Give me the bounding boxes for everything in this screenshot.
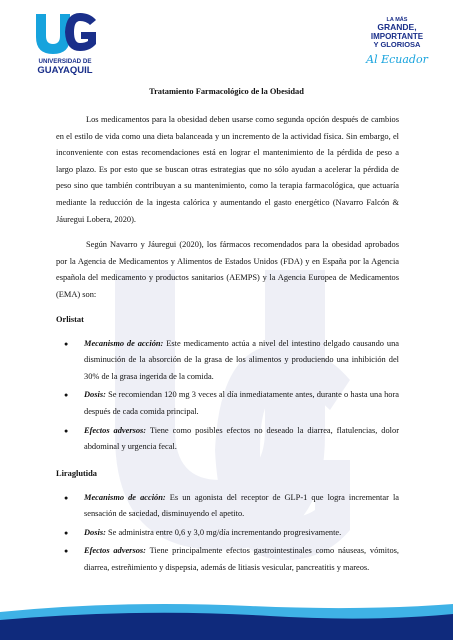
paragraph-approved-drugs: Según Navarro y Jáuregui (2020), los fármacos recomendados para la obesidad aprobados por la Agencia de Medicamentos y Alimentos de Estados Unidos (FDA) y en España por la Agencia española del medicamento y productos sanitarios (AEMPS) y la Agencia Europea de Medicamentos (EMA) son: [56, 240, 399, 299]
document-body [56, 112, 399, 589]
section-heading-liraglutida: Liraglutida [56, 468, 97, 478]
document-title: Tratamiento Farmacológico de la Obesidad [149, 87, 304, 96]
university-name-line1: UNIVERSIDAD DE [38, 58, 92, 65]
liraglutida-list [56, 490, 399, 577]
list-item [56, 543, 399, 576]
item-term: Efectos adversos: [84, 546, 146, 556]
item-term: Dosis: [84, 390, 106, 400]
university-logo [30, 10, 100, 76]
paragraph-intro: Los medicamentos para la obesidad deben usarse como segunda opción después de cambios en el estilo de vida como una dieta balanceada y un incremento de la actividad física. Sin embargo, el inconveniente con estas recomendaciones está en lograr el mantenimiento de la pérdida de peso a largo plazo. Es por esto que se buscan otras estrategias que no sólo ayudan a acelerar la pérdida de peso sino que también contribuyan a su mantenimiento, como la terapia farmacológica, que actuaría mediante la reducción de la ingesta calórica y aumentando el gasto energético (Navarro Falcón & Jáuregui Lobera, 2020). [56, 115, 399, 224]
university-name-line2: GUAYAQUIL [37, 65, 93, 76]
footer-wave-band [0, 600, 453, 640]
slogan-line2: GRANDE, [377, 22, 417, 32]
slogan-line4: Y GLORIOSA [373, 40, 421, 49]
item-text: Se recomiendan 120 mg 3 veces al día inmediatamente antes, durante o hasta una hora después de cada comida principal. [84, 390, 399, 416]
item-text: Tiene principalmente efectos gastrointestinales como náuseas, vómitos, diarrea, estreñimiento y dispepsia, además de litiasis vesicular, pancreatitis y mareos. [84, 546, 399, 573]
list-item [56, 423, 399, 456]
list-item [56, 387, 399, 420]
list-item [56, 490, 399, 523]
item-text: Es un agonista del receptor de GLP-1 que logra incrementar la sensación de saciedad, disminuyendo el apetito. [84, 492, 399, 519]
slogan-script: Al Ecuador [366, 53, 428, 66]
slogan-logo [361, 14, 431, 72]
slogan-line1: LA MÁS [386, 17, 408, 23]
item-text: Tiene como posibles efectos no deseado la diarrea, flatulencias, dolor abdominal y urgencia fecal. [84, 425, 399, 452]
item-term: Mecanismo de acción: [84, 338, 164, 348]
item-text: Se administra entre 0,6 y 3,0 mg/día incrementando progresivamente. [105, 527, 342, 537]
item-text: Este medicamento actúa a nivel del intestino delgado causando una disminución de la absorción de la grasa de los alimentos y produciendo una inhibición del 30% de la grasa ingerida de la comida. [84, 338, 399, 381]
slogan-line3: IMPORTANTE [370, 32, 424, 41]
logo-u-shape [36, 14, 70, 54]
item-term: Dosis: [84, 527, 106, 537]
item-term: Efectos adversos: [84, 425, 147, 435]
list-item [56, 525, 399, 542]
list-item [56, 336, 399, 386]
section-heading-orlistat: Orlistat [56, 314, 84, 324]
orlistat-list [56, 336, 399, 456]
item-term: Mecanismo de acción: [84, 492, 166, 502]
logo-g-shape [65, 13, 96, 51]
